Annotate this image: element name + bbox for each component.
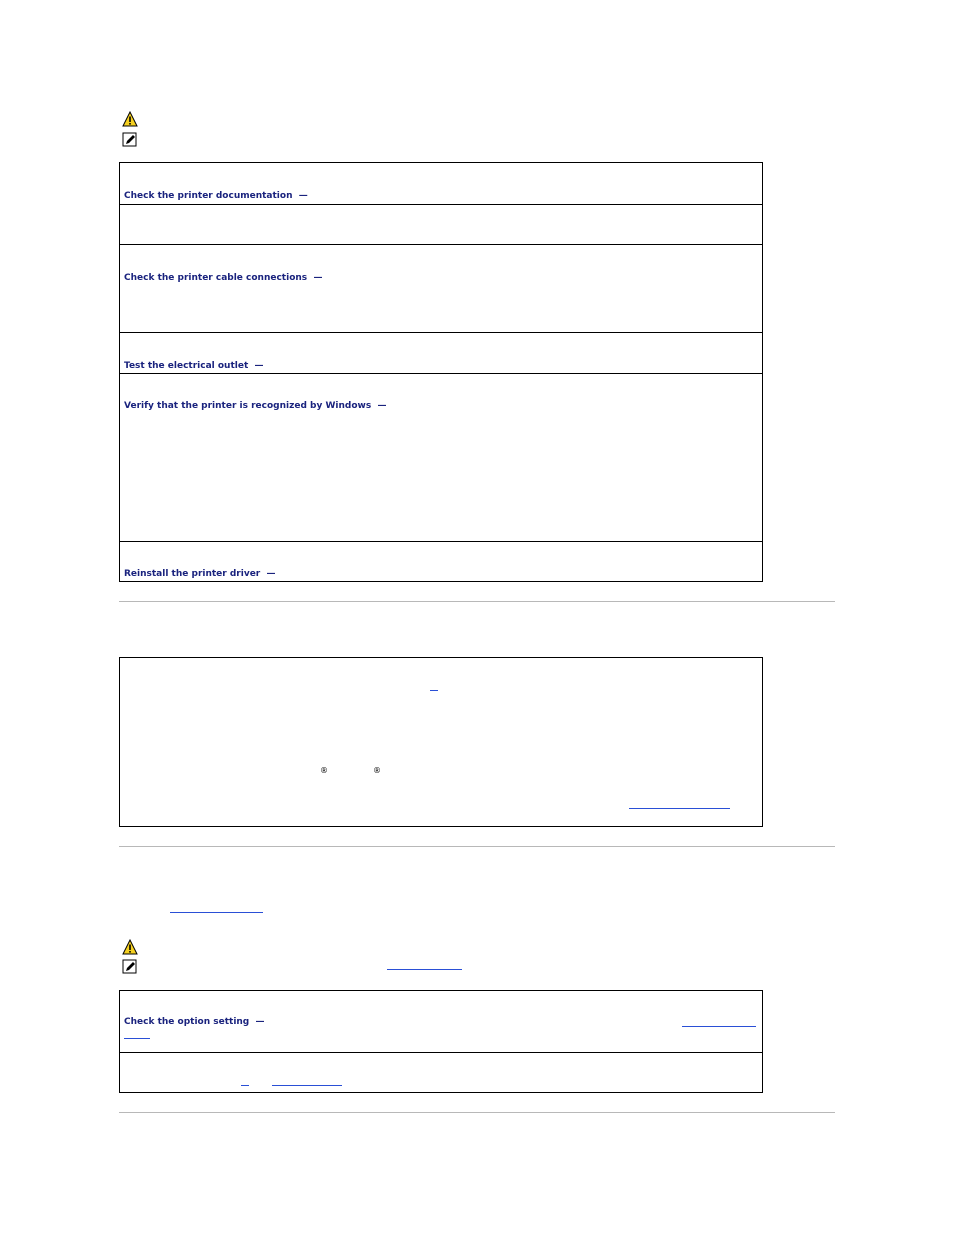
sound-troubleshooting-table bbox=[119, 990, 763, 1093]
registered-mark: ® bbox=[373, 766, 381, 775]
row-label: Test the electrical outlet — bbox=[124, 361, 264, 371]
note-icon bbox=[122, 132, 138, 148]
caution-icon bbox=[122, 111, 138, 127]
table-row bbox=[120, 991, 762, 1052]
registered-mark: ® bbox=[320, 766, 328, 775]
row-label: Verify that the printer is recognized by Windows — bbox=[124, 401, 387, 411]
table-row bbox=[120, 1052, 762, 1094]
row-label: Check the printer cable connections — bbox=[124, 273, 323, 283]
table-row bbox=[120, 244, 762, 333]
section-divider bbox=[119, 846, 835, 847]
note-icon bbox=[122, 959, 138, 975]
link[interactable] bbox=[124, 1038, 150, 1039]
link[interactable] bbox=[682, 1026, 756, 1027]
table-row bbox=[120, 204, 762, 245]
row-label: Check the option setting — bbox=[124, 1017, 265, 1027]
link[interactable] bbox=[241, 1085, 249, 1086]
table-row bbox=[120, 541, 762, 583]
table-row bbox=[120, 373, 762, 542]
printer-troubleshooting-table bbox=[119, 162, 763, 582]
link[interactable] bbox=[387, 969, 462, 970]
table-row bbox=[120, 332, 762, 374]
section-divider bbox=[119, 1112, 835, 1113]
scanner-table bbox=[119, 657, 763, 827]
section-divider bbox=[119, 601, 835, 602]
link[interactable] bbox=[170, 912, 263, 913]
link[interactable] bbox=[272, 1085, 342, 1086]
link[interactable] bbox=[430, 690, 438, 691]
row-label: Check the printer documentation — bbox=[124, 191, 308, 201]
caution-icon bbox=[122, 939, 138, 955]
table-row bbox=[120, 163, 762, 204]
row-label: Reinstall the printer driver — bbox=[124, 569, 276, 579]
link[interactable] bbox=[629, 808, 730, 809]
